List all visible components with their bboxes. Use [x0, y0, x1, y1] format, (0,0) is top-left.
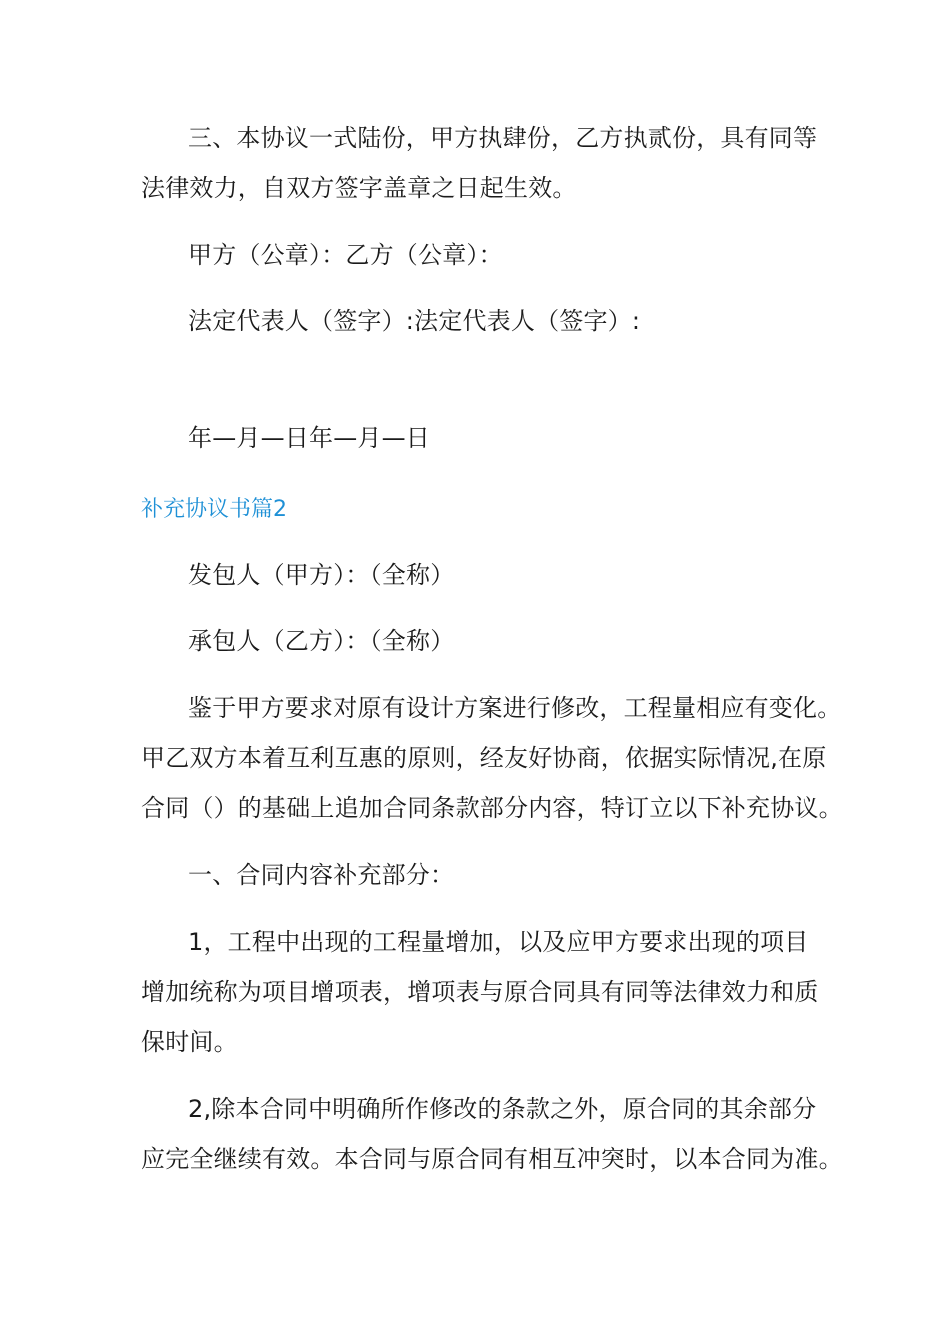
item-two-line-1: 2,除本合同中明确所作修改的条款之外，原合同的其余部分 [188, 1095, 817, 1123]
legal-representative-line: 法定代表人（签字）:法定代表人（签字）: [188, 307, 641, 335]
item-one-line-2: 增加统称为项目增项表，增项表与原合同具有同等法律效力和质 [141, 978, 819, 1006]
employer-line: 发包人（甲方）：（全称） [188, 561, 455, 589]
party-seal-line: 甲方（公章）：乙方（公章）： [188, 241, 503, 269]
preamble-line-1: 鉴于甲方要求对原有设计方案进行修改，工程量相应有变化。 [188, 694, 842, 722]
item-one-line-3: 保时间。 [141, 1028, 238, 1056]
preamble-line-3: 合同（）的基础上追加合同条款部分内容，特订立以下补充协议。 [141, 794, 843, 822]
item-one-line-1: 1，工程中出现的工程量增加，以及应甲方要求出现的项目 [188, 928, 809, 956]
part-one-title: 一、合同内容补充部分： [188, 861, 455, 889]
section-heading: 补充协议书篇2 [141, 497, 287, 522]
clause-three-line-2: 法律效力，自双方签字盖章之日起生效。 [141, 174, 577, 202]
date-line: 年—月—日年—月—日 [188, 424, 430, 452]
item-two-line-2: 应完全继续有效。本合同与原合同有相互冲突时，以本合同为准。 [141, 1145, 843, 1173]
preamble-line-2: 甲乙双方本着互利互惠的原则，经友好协商，依据实际情况,在原 [141, 744, 827, 772]
clause-three-line-1: 三、本协议一式陆份，甲方执肆份，乙方执贰份，具有同等 [188, 124, 818, 152]
contractor-line: 承包人（乙方）：（全称） [188, 627, 455, 655]
